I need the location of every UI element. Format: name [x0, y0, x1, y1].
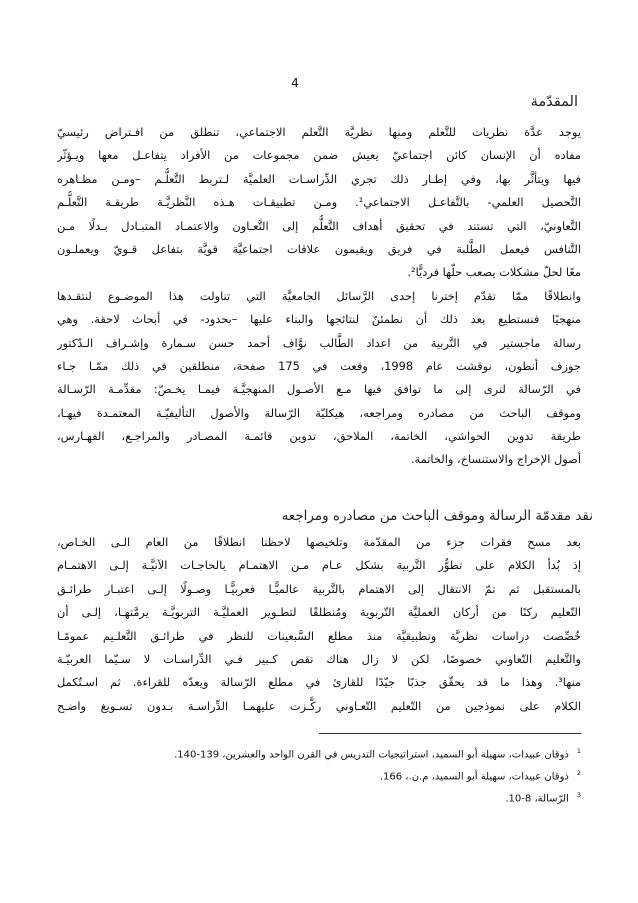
- text-line: بعد مسح فقرات جزء من المقدّمة وتلخيصها لاحظنا انطلاقًا من العام الـى الخـاص،: [57, 535, 581, 549]
- text-line: منها³. وهذا ما قد يحقّق جذبًا جيّدًا للقارئ في مطلع الرّسالة ويعدّه للقراءة. ثم اسـتُكمل: [57, 675, 581, 690]
- text-line: التَّحصيل العلمي- بالتَّفاعـل الاجتماعي¹. ومـن تطبيقـات هـذه النَّظريَّـة طريقـة التَّعلُّـم: [57, 195, 581, 210]
- text-line: يوجد عدَّة نظريات للتَّعلم ومنها نظريَّة التَّعلم الاجتماعي، تنطلق من افـتراض رئيسيّ: [57, 125, 581, 139]
- text-line: وموقف الباحث من مصادره ومراجعه، هيكليّة الرّسالة والأصول التأليفيّـة المعتمـدة فيهـا،: [57, 405, 581, 420]
- section-heading-introduction: المقدّمة: [530, 94, 578, 110]
- text-line: مفاده أن الإنسان كائن اجتماعيّ يعيش ضمن مجموعات من الأفراد يتفاعـل معها ويـؤثّر: [57, 148, 581, 163]
- footnote-text: الرّسالة، 8-10.: [505, 793, 569, 805]
- text-line: التَّعاونيّ، التي تستند في تحقيق أهداف التَّعلُّم إلى التَّعـاون والاعتمـاد المتبـادل بـدلًا مـن: [57, 218, 581, 233]
- text-line: التّعليم ركنًا من أركان العمليَّة التّربوية ومُنطلقًا لتطـوير العمليَّـة التربويَّـة يرمَّتهـا، إلـى أن: [57, 605, 581, 620]
- footnote: [57, 762, 581, 784]
- text-line: وانطلاقًا ممّا تقدّم إخترنا إحدى الرَّسائل الجامعيَّة التي تناولت هذا الموضـوع لنتقـدها: [57, 288, 581, 303]
- text-line: جوزف أنطون، نوقشت عام 1998، وقعت في 175 صفحة، منطلقين في ذلك ممّـا جـاء: [57, 358, 581, 373]
- section-heading-critique: نقد مقدمّة الرسالة وموقف الباحث من مصادره ومراجعه: [281, 508, 593, 524]
- footnote-separator: [319, 733, 581, 734]
- introduction-body: [57, 121, 581, 472]
- text-line: بالمستقبل ثم تمّ الانتقال إلى الاهتمام بالتَّربية عالميًّـا فعربيًّـا وصـولًا إلـى اعتبـار طرائـق: [57, 581, 581, 596]
- footnotes: [57, 740, 581, 806]
- text-line: رسالة ماجستير في التَّربية من اعداد الطَّالب نوَّاف أحمد حسن سـمارة وإشـراف الـدّكتور: [57, 335, 581, 350]
- critique-body: [57, 531, 581, 718]
- footnote-text: ذوقان عبيدات، سهيلة أبو السميد، استراتيجيات التدريس في القرن الواحد والعشرين، 139-140.: [174, 749, 569, 761]
- text-line: والتَّعليم التّعاوني خصوصًا، لكن لا زال هناك نقص كـبير فـي الدِّراسـات لا سـيّما العربيّـة: [57, 651, 581, 666]
- text-line: فيها ويتأثَّر بها، وفي إطـار ذلك تجري الدِّراسـات العلميَّة لـتربط التَّعلُّـم –ومـن مظـاهره: [57, 171, 581, 186]
- footnote-text: ذوقان عبيدات، سهيلة أبو السميد، م.ن.، 166.: [379, 771, 569, 783]
- footnote-mark: 3: [576, 791, 581, 799]
- footnote: [57, 784, 581, 806]
- text-line: خُصِّصت دراسات نظريَّة وتطبيقيَّة منذ مطلع السَّبعينات للنظر في طرائـق التَّعلـيم عمومًـا: [57, 628, 581, 643]
- text-line: التَّنافس فيعمل الطَّلبة في فريق ويقيمون علاقات اجتماعيَّة قويَّة بتفاعل قـويّ ويعملـون: [57, 241, 581, 256]
- footnote-mark: 1: [576, 747, 581, 755]
- text-line: معًا لحلّ مشكلات يصعب حلّها فرديًّا².: [407, 265, 581, 280]
- text-line: إذ بُدأ الكلام على تطوُّر التَّربية بشكل عـام مـن الاهتمـام بالحاجـات الآنيَّـة إلـى الاهتمـام: [57, 558, 581, 573]
- page-number: 4: [291, 76, 299, 90]
- text-line: في الرّسالة لنرى إلى ما توافق فيها مـع الأصـول المنهجيَّـة فيمـا يخـصّ: مقدِّمـة الرّسـالة: [57, 382, 581, 397]
- text-line: طريقة تدوين الحواشي، الخاتمة، الملاحق، تدوين قائمـة المصـادر والمراجـع، الفهـارس،: [57, 429, 581, 444]
- text-line: الكلام على نموذجين من التّعليم التّعـاوني ركَّـزت عليهمـا الدِّراسـة بـدون تسـويغ واضـح: [57, 698, 581, 713]
- text-line: أصول الإخراج والاستنساخ، والخاتمة.: [410, 452, 581, 467]
- text-line: منهجيًا فنستطيع بعد ذلك أن نطمئنّ لنتائجها والبناء عليها –بحدود- في أبحاث لاحقة. وهي: [57, 312, 581, 327]
- footnote-mark: 2: [576, 769, 581, 777]
- footnote: [57, 740, 581, 762]
